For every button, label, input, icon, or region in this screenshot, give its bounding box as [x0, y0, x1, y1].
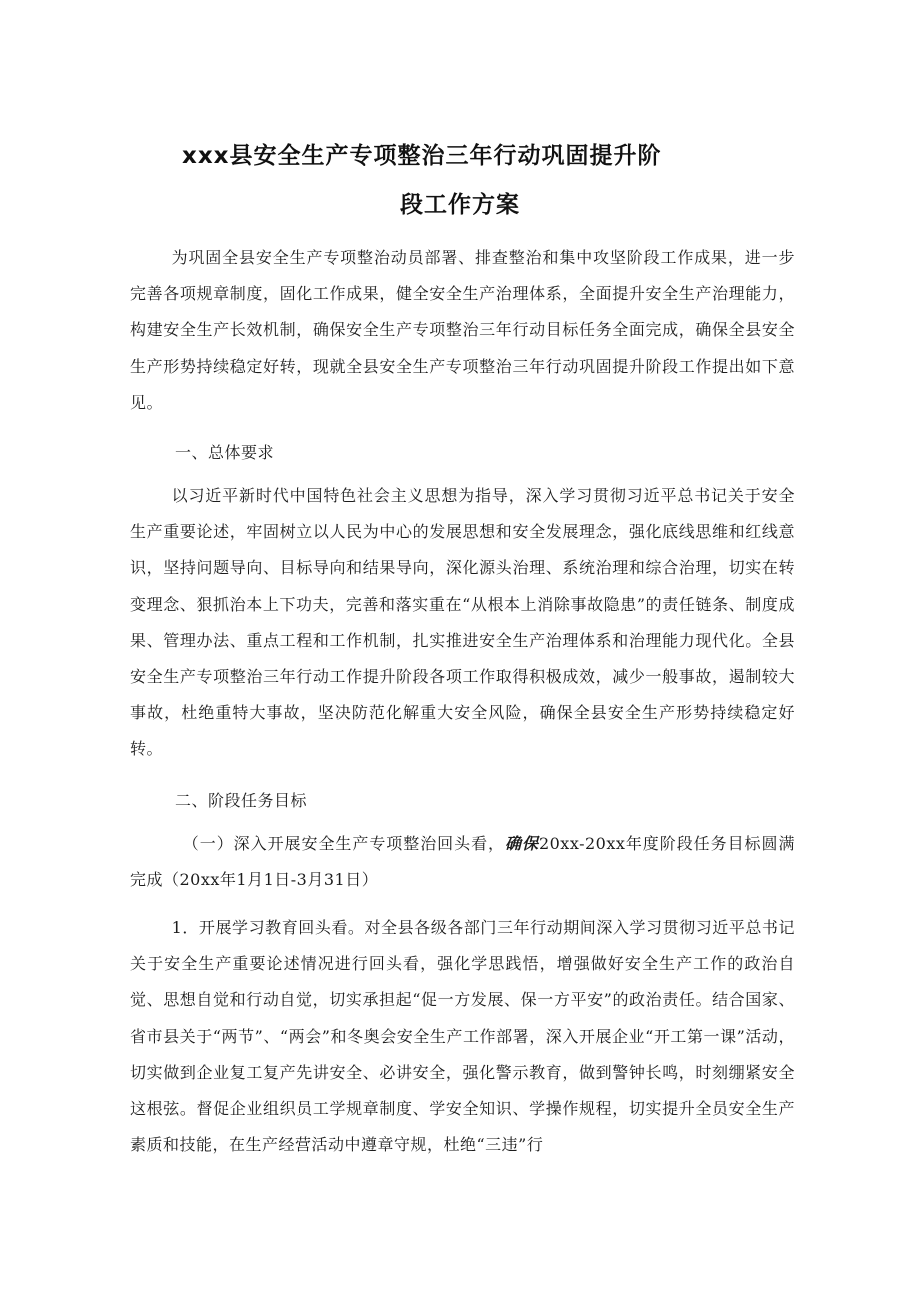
section-1-heading: 一、总体要求 — [175, 443, 275, 462]
subsection-1-heading — [130, 826, 795, 898]
subsection-1-suffix: 20xx-20xx年度阶段任务目标圆满完成（20xx年1月1日-3月31日） — [130, 834, 795, 890]
section-1-paragraph: 以习近平新时代中国特色社会主义思想为指导，深入学习贯彻习近平总书记关于安全生产重要论述，牢固树立以人民为中心的发展思想和安全发展理念，强化底线思维和红线意识，坚持问题导向、目标导向和结果导向，深化源头治理、系统治理和综合治理，切实在转变理念、狠抓治本上下功夫，完善和落实重在“从根本上消除事故隐患”的责任链条、制度成果、管理办法、重点工程和工作机制，扎实推进安全生产治理体系和治理能力现代化。全县安全生产专项整治三年行动工作提升阶段各项工作取得积极成效，减少一般事故，遏制较大事故，杜绝重特大事故，坚决防范化解重大安全风险，确保全县安全生产形势持续稳定好转。 — [130, 486, 795, 759]
document-title-line-2: 段工作方案 — [400, 192, 520, 218]
item-1-paragraph: 1．开展学习教育回头看。对全县各级各部门三年行动期间深入学习贯彻习近平总书记关于安全生产重要论述情况进行回头看，强化学思践悟，增强做好安全生产工作的政治自觉、思想自觉和行动自觉，切实承担起“促一方发展、保一方平安”的政治责任。结合国家、省市县关于“两节”、“两会”和冬奥会安全生产工作部署，深入开展企业“开工第一课”活动，切实做到企业复工复产先讲安全、必讲安全，强化警示教育，做到警钟长鸣，时刻绷紧安全这根弦。督促企业组织员工学规章制度、学安全知识、学操作规程，切实提升全员安全生产素质和技能，在生产经营活动中遵章守规，杜绝“三违”行 — [130, 918, 795, 1155]
document-title-line-1: xxx县安全生产专项整治三年行动巩固提升阶 — [182, 143, 662, 169]
subsection-1-emphasis: 确保 — [505, 834, 539, 853]
section-2-heading: 二、阶段任务目标 — [175, 791, 308, 810]
subsection-1-prefix: （一）深入开展安全生产专项整治回头看， — [182, 834, 506, 853]
intro-paragraph: 为巩固全县安全生产专项整治动员部署、排查整治和集中攻坚阶段工作成果，进一步完善各项规章制度，固化工作成果，健全安全生产治理体系，全面提升安全生产治理能力，构建安全生产长效机制，确保安全生产专项整治三年行动目标任务全面完成，确保全县安全生产形势持续稳定好转，现就全县安全生产专项整治三年行动巩固提升阶段工作提出如下意见。 — [130, 248, 795, 412]
